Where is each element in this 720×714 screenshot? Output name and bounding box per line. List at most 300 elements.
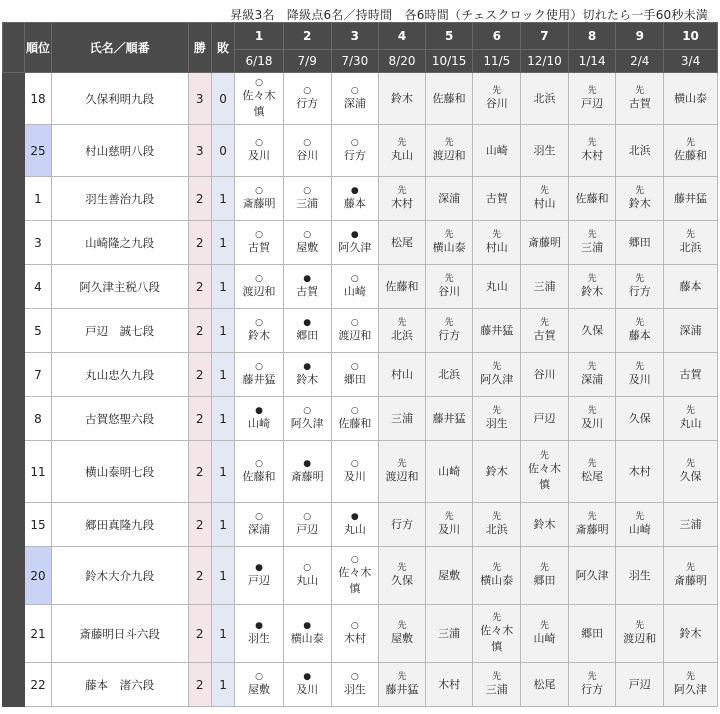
game-cell (425, 265, 473, 309)
game-cell (473, 309, 521, 353)
player-name: 阿久津主税八段 (51, 265, 188, 309)
game-cell (235, 663, 284, 707)
opponent-name: 斎藤明 (674, 573, 708, 587)
opponent-name: 藤井猛 (674, 191, 708, 205)
game-cell (425, 177, 473, 221)
result-mark: ● (350, 229, 359, 240)
game-cell (616, 605, 664, 663)
result-mark: ● (255, 405, 263, 416)
result-mark: ○ (303, 562, 312, 573)
game-cell (664, 503, 718, 547)
wins-cell: 2 (188, 309, 211, 353)
opponent-name: 鈴木 (390, 91, 413, 105)
result-mark: ○ (303, 405, 312, 416)
game-cell (568, 547, 616, 605)
game-cell (235, 177, 284, 221)
rank-cell: 20 (25, 547, 51, 605)
opponent-name: 郷田 (343, 372, 366, 386)
losses-cell: 0 (211, 125, 234, 177)
result-mark: ○ (255, 361, 263, 372)
first-move-mark: 先 (492, 229, 502, 240)
opponent-name: 丸山 (485, 279, 508, 293)
opponent-name: 鈴木 (296, 372, 319, 386)
game-cell (664, 397, 718, 441)
row-edge (3, 177, 25, 221)
game-cell (473, 265, 521, 309)
opponent-name: 阿久津 (480, 372, 514, 386)
opponent-name: 横山泰 (290, 631, 324, 645)
result-mark: ○ (303, 229, 312, 240)
header-round-date: 12/10 (521, 50, 569, 73)
result-mark: ○ (255, 511, 263, 522)
opponent-name: 北浜 (390, 328, 413, 342)
losses-cell: 1 (211, 309, 234, 353)
opponent-name: 深浦 (248, 522, 271, 536)
rank-cell: 3 (25, 221, 51, 265)
game-cell (664, 547, 718, 605)
header-round-number: 3 (331, 23, 379, 50)
opponent-name: 丸山 (296, 573, 319, 587)
opponent-name: 阿久津 (290, 416, 324, 430)
opponent-name: 佐々木 慎 (242, 88, 276, 118)
league-table-container (2, 22, 718, 707)
opponent-name: 阿久津 (575, 568, 609, 582)
wins-cell: 2 (188, 547, 211, 605)
player-name: 羽生善治九段 (51, 177, 188, 221)
opponent-name: 鈴木 (679, 626, 702, 640)
game-cell (425, 353, 473, 397)
first-move-mark: 先 (444, 137, 454, 148)
player-name: 丸山忠久九段 (51, 353, 188, 397)
opponent-name: 戸辺 (248, 573, 271, 587)
opponent-name: 久保 (581, 323, 604, 337)
result-mark: ● (255, 562, 263, 573)
row-edge (3, 353, 25, 397)
opponent-name: 山崎 (628, 522, 651, 536)
player-name: 横山泰明七段 (51, 441, 188, 503)
game-cell (283, 547, 331, 605)
row-edge (3, 265, 25, 309)
game-cell (521, 73, 569, 125)
game-cell (283, 125, 331, 177)
game-cell (331, 605, 379, 663)
row-edge (3, 221, 25, 265)
game-cell (425, 125, 473, 177)
game-cell (283, 503, 331, 547)
first-move-mark: 先 (587, 273, 597, 284)
first-move-mark: 先 (444, 229, 454, 240)
first-move-mark: 先 (444, 317, 454, 328)
opponent-name: 古賀 (485, 191, 508, 205)
row-edge (3, 503, 25, 547)
row-edge (3, 125, 25, 177)
player-name: 山崎隆之九段 (51, 221, 188, 265)
wins-cell: 2 (188, 397, 211, 441)
game-cell (473, 353, 521, 397)
game-cell (283, 441, 331, 503)
first-move-mark: 先 (539, 620, 549, 631)
first-move-mark: 先 (397, 185, 407, 196)
game-cell (616, 309, 664, 353)
opponent-name: 藤井猛 (242, 372, 276, 386)
header-losses: 敗 (211, 23, 234, 73)
opponent-name: 深浦 (438, 191, 461, 205)
game-cell (568, 221, 616, 265)
first-move-mark: 先 (587, 229, 597, 240)
game-cell (473, 441, 521, 503)
result-mark: ○ (350, 405, 359, 416)
first-move-mark: 先 (539, 562, 549, 573)
game-cell (425, 221, 473, 265)
game-cell (235, 125, 284, 177)
opponent-name: 佐々木 慎 (338, 565, 372, 595)
wins-cell: 2 (188, 265, 211, 309)
opponent-name: 北浜 (485, 522, 508, 536)
opponent-name: 山崎 (485, 143, 508, 157)
opponent-name: 羽生 (628, 568, 651, 582)
header-round-number: 10 (664, 23, 718, 50)
first-move-mark: 先 (492, 562, 502, 573)
opponent-name: 斎藤明 (575, 522, 609, 536)
first-move-mark: 先 (587, 405, 597, 416)
result-mark: ● (303, 458, 312, 469)
opponent-name: 村山 (390, 367, 413, 381)
table-row (3, 221, 718, 265)
first-move-mark: 先 (397, 562, 407, 573)
game-cell (283, 605, 331, 663)
game-cell (664, 605, 718, 663)
game-cell (568, 125, 616, 177)
opponent-name: 阿久津 (338, 240, 372, 254)
first-move-mark: 先 (397, 671, 407, 682)
opponent-name: 横山泰 (674, 91, 708, 105)
game-cell (379, 441, 426, 503)
result-mark: ○ (255, 137, 263, 148)
first-move-mark: 先 (587, 671, 597, 682)
opponent-name: 木村 (581, 148, 604, 162)
game-cell (664, 221, 718, 265)
game-cell (235, 605, 284, 663)
opponent-name: 木村 (628, 464, 651, 478)
game-cell (473, 73, 521, 125)
game-cell (331, 353, 379, 397)
first-move-mark: 先 (492, 405, 502, 416)
losses-cell: 1 (211, 547, 234, 605)
first-move-mark: 先 (587, 85, 597, 96)
result-mark: ● (350, 185, 359, 196)
opponent-name: 屋敷 (390, 631, 413, 645)
game-cell (473, 663, 521, 707)
opponent-name: 木村 (390, 196, 413, 210)
game-cell (379, 397, 426, 441)
opponent-name: 羽生 (533, 143, 556, 157)
opponent-name: 佐藤和 (674, 148, 708, 162)
game-cell (616, 353, 664, 397)
result-mark: ○ (303, 85, 312, 96)
table-body (3, 73, 718, 707)
opponent-name: 古賀 (533, 328, 556, 342)
header-round-date: 8/20 (379, 50, 426, 73)
losses-cell: 1 (211, 441, 234, 503)
first-move-mark: 先 (492, 85, 502, 96)
player-name: 藤本 渚六段 (51, 663, 188, 707)
header-round-date: 1/14 (568, 50, 616, 73)
game-cell (331, 177, 379, 221)
row-edge (3, 605, 25, 663)
game-cell (473, 177, 521, 221)
table-row (3, 605, 718, 663)
wins-cell: 3 (188, 125, 211, 177)
opponent-name: 羽生 (248, 631, 271, 645)
opponent-name: 久保 (390, 573, 413, 587)
wins-cell: 3 (188, 73, 211, 125)
game-cell (425, 309, 473, 353)
first-move-mark: 先 (635, 185, 645, 196)
result-mark: ○ (255, 77, 263, 88)
opponent-name: 松尾 (533, 677, 556, 691)
game-cell (379, 125, 426, 177)
game-cell (616, 503, 664, 547)
table-caption: 昇級3名 降級点6名／持時間 各6時間（チェスクロック使用）切れたら一手60秒未満 (230, 8, 708, 22)
opponent-name: 古賀 (628, 96, 651, 110)
losses-cell: 1 (211, 397, 234, 441)
opponent-name: 渡辺和 (242, 284, 276, 298)
rank-cell: 25 (25, 125, 51, 177)
opponent-name: 丸山 (390, 148, 413, 162)
opponent-name: 行方 (390, 517, 413, 531)
table-row (3, 73, 718, 125)
opponent-name: 佐藤和 (338, 416, 372, 430)
table-header (3, 23, 718, 73)
wins-cell: 2 (188, 663, 211, 707)
header-round-number: 7 (521, 23, 569, 50)
result-mark: ● (303, 317, 312, 328)
opponent-name: 三浦 (679, 517, 702, 531)
player-name: 戸辺 誠七段 (51, 309, 188, 353)
first-move-mark: 先 (635, 620, 645, 631)
result-mark: ○ (255, 229, 263, 240)
row-edge (3, 663, 25, 707)
result-mark: ● (350, 511, 359, 522)
player-name: 久保利明九段 (51, 73, 188, 125)
game-cell (425, 547, 473, 605)
game-cell (235, 397, 284, 441)
table-row (3, 547, 718, 605)
game-cell (568, 73, 616, 125)
header-round-date: 11/5 (473, 50, 521, 73)
opponent-name: 戸辺 (581, 96, 604, 110)
table-row (3, 503, 718, 547)
row-edge (3, 441, 25, 503)
game-cell (473, 605, 521, 663)
game-cell (379, 663, 426, 707)
game-cell (235, 265, 284, 309)
first-move-mark: 先 (444, 273, 454, 284)
game-cell (521, 663, 569, 707)
opponent-name: 三浦 (581, 240, 604, 254)
game-cell (616, 397, 664, 441)
game-cell (568, 397, 616, 441)
opponent-name: 藤本 (679, 279, 702, 293)
result-mark: ○ (350, 317, 359, 328)
losses-cell: 0 (211, 73, 234, 125)
rank-cell: 4 (25, 265, 51, 309)
opponent-name: 古賀 (296, 284, 319, 298)
opponent-name: 丸山 (343, 522, 366, 536)
game-cell (331, 309, 379, 353)
table-row (3, 353, 718, 397)
result-mark: ● (303, 620, 312, 631)
result-mark: ○ (350, 137, 359, 148)
opponent-name: 佐々木 慎 (527, 461, 561, 491)
game-cell (235, 353, 284, 397)
opponent-name: 佐藤和 (242, 469, 276, 483)
row-edge (3, 309, 25, 353)
opponent-name: 鈴木 (485, 464, 508, 478)
wins-cell: 2 (188, 441, 211, 503)
game-cell (616, 221, 664, 265)
row-edge (3, 73, 25, 125)
opponent-name: 及川 (343, 469, 366, 483)
game-cell (521, 221, 569, 265)
opponent-name: 羽生 (485, 416, 508, 430)
first-move-mark: 先 (587, 137, 597, 148)
opponent-name: 北浜 (628, 143, 651, 157)
opponent-name: 山崎 (533, 631, 556, 645)
losses-cell: 1 (211, 177, 234, 221)
game-cell (568, 309, 616, 353)
game-cell (331, 221, 379, 265)
table-row (3, 309, 718, 353)
first-move-mark: 先 (635, 85, 645, 96)
opponent-name: 斎藤明 (290, 469, 324, 483)
rank-cell: 11 (25, 441, 51, 503)
table-row (3, 663, 718, 707)
game-cell (521, 353, 569, 397)
first-move-mark: 先 (492, 511, 502, 522)
game-cell (521, 125, 569, 177)
header-round-date: 7/30 (331, 50, 379, 73)
first-move-mark: 先 (397, 458, 407, 469)
first-move-mark: 先 (686, 671, 696, 682)
game-cell (473, 125, 521, 177)
opponent-name: 横山泰 (432, 240, 466, 254)
game-cell (616, 441, 664, 503)
game-cell (664, 265, 718, 309)
opponent-name: 丸山 (679, 416, 702, 430)
game-cell (425, 397, 473, 441)
header-round-number: 9 (616, 23, 664, 50)
game-cell (235, 547, 284, 605)
first-move-mark: 先 (635, 511, 645, 522)
game-cell (616, 547, 664, 605)
game-cell (379, 265, 426, 309)
player-name: 斎藤明日斗六段 (51, 605, 188, 663)
game-cell (521, 441, 569, 503)
opponent-name: 行方 (581, 682, 604, 696)
header-rank: 順位 (25, 23, 51, 73)
header-round-number: 6 (473, 23, 521, 50)
losses-cell: 1 (211, 265, 234, 309)
opponent-name: 深浦 (343, 96, 366, 110)
opponent-name: 鈴木 (533, 517, 556, 531)
result-mark: ● (255, 620, 263, 631)
opponent-name: 鈴木 (248, 328, 271, 342)
losses-cell: 1 (211, 605, 234, 663)
opponent-name: 佐藤和 (385, 279, 419, 293)
opponent-name: 郷田 (296, 328, 319, 342)
opponent-name: 渡辺和 (623, 631, 657, 645)
game-cell (664, 309, 718, 353)
opponent-name: 及川 (581, 416, 604, 430)
game-cell (331, 503, 379, 547)
game-cell (425, 503, 473, 547)
game-cell (379, 221, 426, 265)
player-name: 古賀悠聖六段 (51, 397, 188, 441)
opponent-name: 渡辺和 (338, 328, 372, 342)
first-move-mark: 先 (635, 317, 645, 328)
first-move-mark: 先 (587, 361, 597, 372)
opponent-name: 行方 (628, 284, 651, 298)
opponent-name: 藤井猛 (480, 323, 514, 337)
opponent-name: 三浦 (438, 626, 461, 640)
game-cell (425, 73, 473, 125)
opponent-name: 松尾 (390, 235, 413, 249)
wins-cell: 2 (188, 503, 211, 547)
game-cell (521, 503, 569, 547)
game-cell (379, 309, 426, 353)
opponent-name: 北浜 (438, 367, 461, 381)
opponent-name: 三浦 (390, 411, 413, 425)
game-cell (331, 73, 379, 125)
header-round-number: 4 (379, 23, 426, 50)
wins-cell: 2 (188, 177, 211, 221)
opponent-name: 鈴木 (628, 196, 651, 210)
game-cell (425, 663, 473, 707)
table-row (3, 125, 718, 177)
result-mark: ○ (255, 671, 263, 682)
opponent-name: 木村 (343, 631, 366, 645)
header-round-date: 2/4 (616, 50, 664, 73)
game-cell (331, 397, 379, 441)
header-edge (3, 23, 25, 73)
result-mark: ○ (350, 554, 359, 565)
result-mark: ○ (303, 185, 312, 196)
game-cell (616, 73, 664, 125)
first-move-mark: 先 (587, 458, 597, 469)
opponent-name: 藤井猛 (432, 411, 466, 425)
opponent-name: 及川 (248, 148, 271, 162)
opponent-name: 斎藤明 (242, 196, 276, 210)
opponent-name: 渡辺和 (385, 469, 419, 483)
opponent-name: 三浦 (533, 279, 556, 293)
opponent-name: 北浜 (679, 240, 702, 254)
opponent-name: 山崎 (343, 284, 366, 298)
first-move-mark: 先 (686, 562, 696, 573)
game-cell (379, 503, 426, 547)
opponent-name: 行方 (296, 96, 319, 110)
opponent-name: 谷川 (296, 148, 319, 162)
game-cell (283, 265, 331, 309)
opponent-name: 村山 (485, 240, 508, 254)
result-mark: ○ (255, 273, 263, 284)
first-move-mark: 先 (397, 620, 407, 631)
opponent-name: 木村 (438, 677, 461, 691)
game-cell (235, 309, 284, 353)
first-move-mark: 先 (492, 671, 502, 682)
game-cell (235, 503, 284, 547)
first-move-mark: 先 (397, 137, 407, 148)
